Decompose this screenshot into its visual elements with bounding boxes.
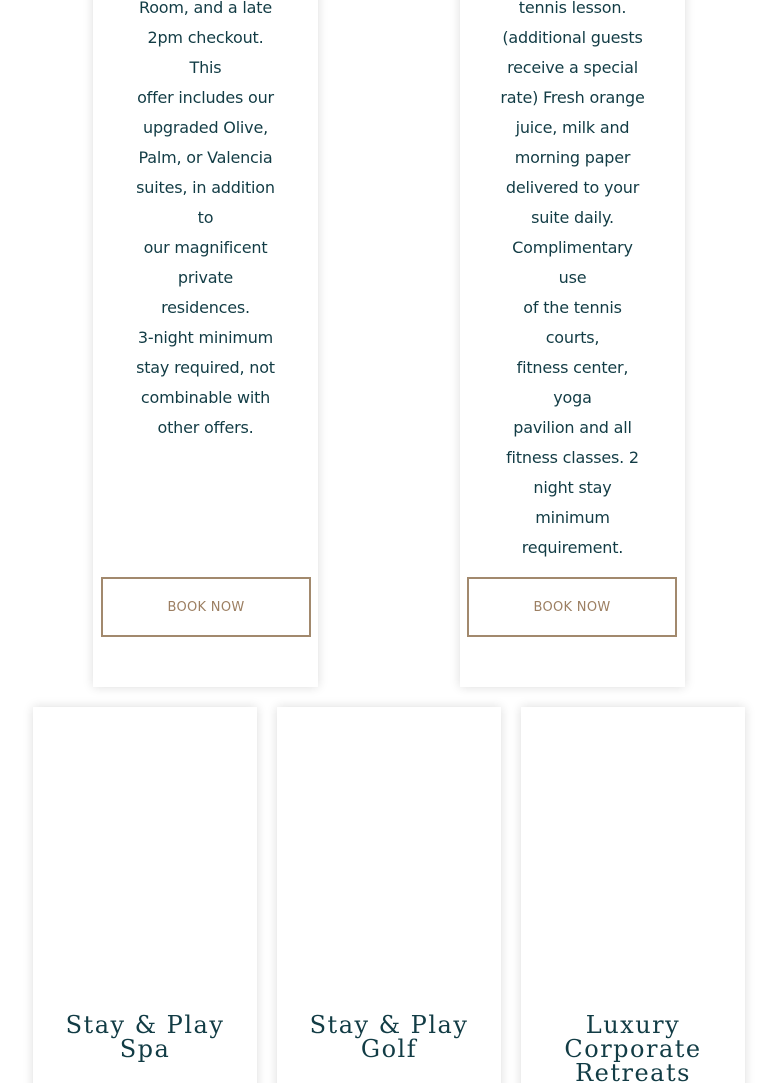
offer-description-line: receive a special — [507, 58, 638, 77]
offer-description-line: delivered to your — [505, 178, 640, 197]
offer-description-line: pavilion and all — [513, 418, 632, 437]
offer-description-line: rate) Fresh orange — [500, 88, 645, 107]
offer-title-line: Golf — [360, 1035, 418, 1063]
offer-title-line: Stay & Play — [309, 1011, 469, 1039]
offer-description-line: suite daily. — [531, 208, 614, 227]
offer-description-line: 3-night minimum — [137, 328, 274, 347]
offer-description-line: fitness center, yoga — [516, 358, 629, 407]
offer-description-line: combinable with — [140, 388, 271, 407]
offer-description-line: offer includes our — [137, 88, 274, 107]
offer-title-line: Stay & Play — [65, 1011, 225, 1039]
offer-description — [485, 0, 661, 563]
offer-card-tennis — [460, 0, 685, 687]
offer-description-line: our magnificent — [143, 238, 268, 257]
offer-card-golf[interactable] — [277, 707, 501, 1083]
offer-title — [521, 1013, 745, 1083]
offer-description-line: 2pm checkout. This — [147, 28, 264, 77]
offer-description-line: Palm, or Valencia — [138, 148, 273, 167]
book-now-button[interactable]: BOOK NOW — [101, 577, 311, 637]
offer-description-line: juice, milk and — [515, 118, 630, 137]
offer-description-line: (additional guests — [502, 28, 643, 47]
offer-title-line: Retreats — [575, 1059, 691, 1083]
offer-description-line: night stay minimum — [533, 478, 612, 527]
offer-description-line: tennis lesson. — [518, 0, 627, 17]
offer-description-line: stay required, not — [136, 358, 275, 377]
offer-title-line: Spa — [119, 1035, 171, 1063]
offer-title — [33, 1013, 257, 1061]
offer-description — [121, 0, 291, 443]
offer-description-line: morning paper — [514, 148, 631, 167]
offer-title — [277, 1013, 501, 1061]
offer-description-line: private residences. — [161, 268, 250, 317]
offer-description-line: fitness classes. 2 — [506, 448, 639, 467]
offer-description-line: requirement. — [521, 538, 624, 557]
offer-description-line: Room, and a late — [139, 0, 272, 17]
offer-title-line: Luxury — [585, 1011, 681, 1039]
offer-card-spa[interactable] — [33, 707, 257, 1083]
offer-description-line: upgraded Olive, — [143, 118, 268, 137]
offer-description-line: Complimentary use — [512, 238, 633, 287]
offer-card-couples — [93, 0, 318, 687]
offer-card-corporate[interactable] — [521, 707, 745, 1083]
offer-description-line: other offers. — [157, 418, 254, 437]
offer-description-line: suites, in addition to — [136, 178, 275, 227]
offer-title-line: Corporate — [564, 1035, 702, 1063]
offer-description-line: of the tennis courts, — [523, 298, 622, 347]
book-now-button[interactable]: BOOK NOW — [467, 577, 677, 637]
